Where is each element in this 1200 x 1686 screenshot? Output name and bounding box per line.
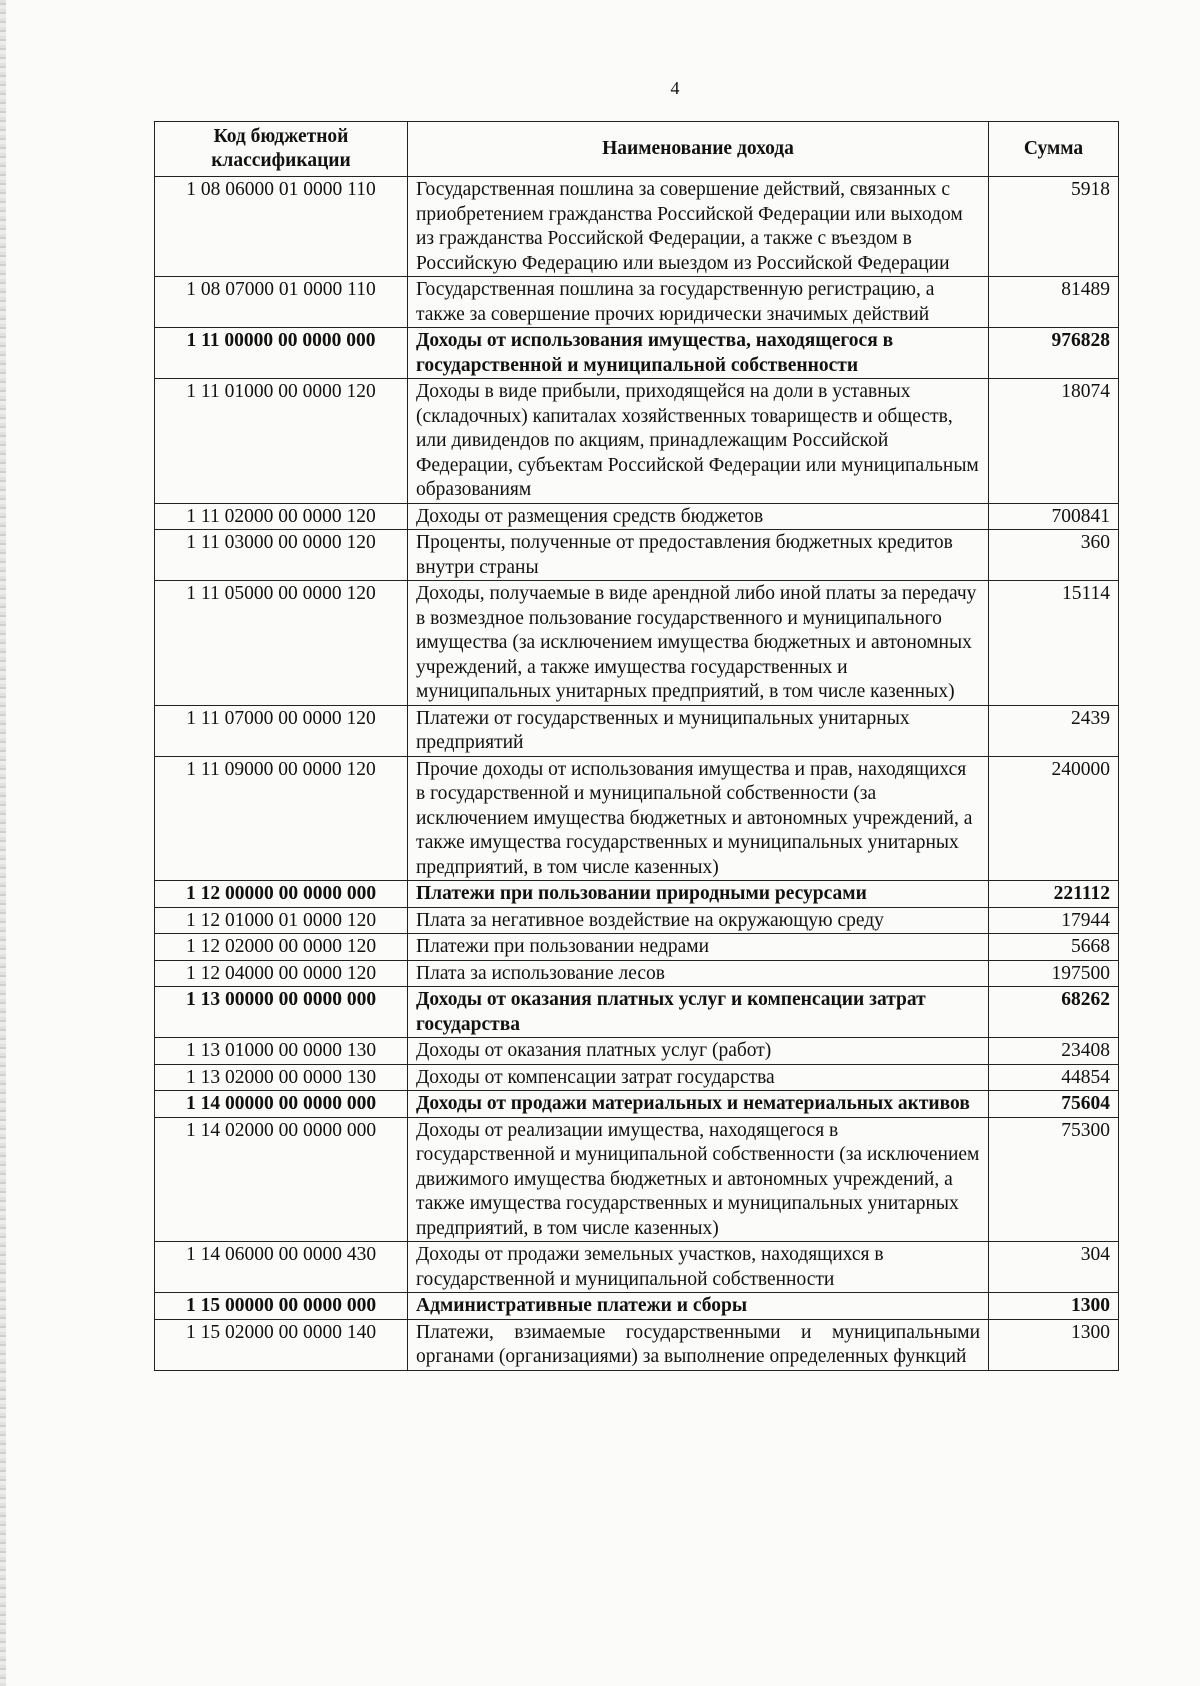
row-name: Доходы от продажи земельных участков, находящихся в государственной и муниципальной собственности bbox=[408, 1242, 989, 1293]
row-code: 1 11 01000 00 0000 120 bbox=[155, 379, 408, 504]
row-code: 1 13 02000 00 0000 130 bbox=[155, 1064, 408, 1091]
row-sum: 75604 bbox=[989, 1091, 1119, 1118]
row-code: 1 08 06000 01 0000 110 bbox=[155, 177, 408, 277]
row-sum: 44854 bbox=[989, 1064, 1119, 1091]
row-sum: 23408 bbox=[989, 1038, 1119, 1065]
row-name: Доходы от оказания платных услуг (работ) bbox=[408, 1038, 989, 1065]
row-name: Доходы в виде прибыли, приходящейся на доли в уставных (складочных) капиталах хозяйственных товариществ и обществ, или дивидендов по акциям, принадлежащим Российской Федерации, субъектам Российской Федерации или муниципальным образованиям bbox=[408, 379, 989, 504]
row-code: 1 15 00000 00 0000 000 bbox=[155, 1293, 408, 1320]
row-sum: 976828 bbox=[989, 328, 1119, 379]
row-sum: 2439 bbox=[989, 705, 1119, 756]
table-row bbox=[155, 1038, 1119, 1065]
row-code: 1 12 02000 00 0000 120 bbox=[155, 934, 408, 961]
row-name: Доходы, получаемые в виде арендной либо иной платы за передачу в возмездное пользование государственного и муниципального имущества (за исключением имущества бюджетных и автономных учреждений, а также имущества государственных и муниципальных унитарных предприятий, в том числе казенных) bbox=[408, 581, 989, 706]
row-sum: 360 bbox=[989, 530, 1119, 581]
row-sum: 304 bbox=[989, 1242, 1119, 1293]
row-name: Доходы от оказания платных услуг и компенсации затрат государства bbox=[408, 987, 989, 1038]
row-code: 1 13 01000 00 0000 130 bbox=[155, 1038, 408, 1065]
table-row bbox=[155, 960, 1119, 987]
row-code: 1 11 07000 00 0000 120 bbox=[155, 705, 408, 756]
row-code: 1 12 01000 01 0000 120 bbox=[155, 907, 408, 934]
table-row bbox=[155, 1319, 1119, 1370]
row-name: Платежи при пользовании природными ресурсами bbox=[408, 881, 989, 908]
row-sum: 5918 bbox=[989, 177, 1119, 277]
row-name: Доходы от компенсации затрат государства bbox=[408, 1064, 989, 1091]
row-sum: 75300 bbox=[989, 1117, 1119, 1242]
table-row bbox=[155, 503, 1119, 530]
row-name: Доходы от продажи материальных и нематериальных активов bbox=[408, 1091, 989, 1118]
table-row bbox=[155, 1064, 1119, 1091]
table-row bbox=[155, 1242, 1119, 1293]
table-header-row bbox=[155, 122, 1119, 177]
row-name: Платежи при пользовании недрами bbox=[408, 934, 989, 961]
table-row bbox=[155, 581, 1119, 706]
header-sum: Сумма bbox=[989, 122, 1119, 177]
row-sum: 68262 bbox=[989, 987, 1119, 1038]
row-name: Доходы от реализации имущества, находящегося в государственной и муниципальной собственности (за исключением движимого имущества бюджетных и автономных учреждений, а также имущества государственных и муниципальных унитарных предприятий, в том числе казенных) bbox=[408, 1117, 989, 1242]
budget-revenue-table bbox=[154, 121, 1119, 1371]
row-code: 1 15 02000 00 0000 140 bbox=[155, 1319, 408, 1370]
table-row bbox=[155, 277, 1119, 328]
row-name: Платежи от государственных и муниципальных унитарных предприятий bbox=[408, 705, 989, 756]
row-code: 1 14 02000 00 0000 000 bbox=[155, 1117, 408, 1242]
table-row-group-total bbox=[155, 881, 1119, 908]
row-name: Прочие доходы от использования имущества и прав, находящихся в государственной и муниципальной собственности (за исключением имущества бюджетных и автономных учреждений, а также имущества государственных и муниципальных унитарных предприятий, в том числе казенных) bbox=[408, 756, 989, 881]
row-code: 1 13 00000 00 0000 000 bbox=[155, 987, 408, 1038]
table-row-group-total bbox=[155, 987, 1119, 1038]
row-sum: 81489 bbox=[989, 277, 1119, 328]
table-row bbox=[155, 1117, 1119, 1242]
table-row bbox=[155, 530, 1119, 581]
row-name: Платежи, взимаемые государственными и муниципальными органами (организациями) за выполнение определенных функций bbox=[408, 1319, 989, 1370]
row-sum: 18074 bbox=[989, 379, 1119, 504]
row-sum: 1300 bbox=[989, 1293, 1119, 1320]
row-code: 1 14 06000 00 0000 430 bbox=[155, 1242, 408, 1293]
row-sum: 240000 bbox=[989, 756, 1119, 881]
row-sum: 197500 bbox=[989, 960, 1119, 987]
table-row bbox=[155, 756, 1119, 881]
row-code: 1 12 00000 00 0000 000 bbox=[155, 881, 408, 908]
row-sum: 15114 bbox=[989, 581, 1119, 706]
table-row bbox=[155, 705, 1119, 756]
row-code: 1 11 09000 00 0000 120 bbox=[155, 756, 408, 881]
row-code: 1 08 07000 01 0000 110 bbox=[155, 277, 408, 328]
row-code: 1 12 04000 00 0000 120 bbox=[155, 960, 408, 987]
table-row bbox=[155, 177, 1119, 277]
row-sum: 17944 bbox=[989, 907, 1119, 934]
row-name: Плата за негативное воздействие на окружающую среду bbox=[408, 907, 989, 934]
page-number: 4 bbox=[670, 78, 680, 98]
row-sum: 221112 bbox=[989, 881, 1119, 908]
scan-edge bbox=[0, 0, 6, 1686]
table-row bbox=[155, 379, 1119, 504]
row-code: 1 11 03000 00 0000 120 bbox=[155, 530, 408, 581]
row-name: Административные платежи и сборы bbox=[408, 1293, 989, 1320]
row-sum: 700841 bbox=[989, 503, 1119, 530]
row-name: Доходы от размещения средств бюджетов bbox=[408, 503, 989, 530]
table-row bbox=[155, 907, 1119, 934]
table-row-group-total bbox=[155, 1091, 1119, 1118]
row-sum: 5668 bbox=[989, 934, 1119, 961]
row-sum: 1300 bbox=[989, 1319, 1119, 1370]
row-name: Плата за использование лесов bbox=[408, 960, 989, 987]
row-code: 1 11 00000 00 0000 000 bbox=[155, 328, 408, 379]
header-name: Наименование дохода bbox=[408, 122, 989, 177]
row-name: Доходы от использования имущества, находящегося в государственной и муниципальной собственности bbox=[408, 328, 989, 379]
table-row-group-total bbox=[155, 1293, 1119, 1320]
row-name: Проценты, полученные от предоставления бюджетных кредитов внутри страны bbox=[408, 530, 989, 581]
table-row bbox=[155, 934, 1119, 961]
table-row-group-total bbox=[155, 328, 1119, 379]
header-code: Код бюджетной классификации bbox=[155, 122, 408, 177]
row-code: 1 11 02000 00 0000 120 bbox=[155, 503, 408, 530]
row-name: Государственная пошлина за государственную регистрацию, а также за совершение прочих юридически значимых действий bbox=[408, 277, 989, 328]
row-code: 1 14 00000 00 0000 000 bbox=[155, 1091, 408, 1118]
row-code: 1 11 05000 00 0000 120 bbox=[155, 581, 408, 706]
row-name: Государственная пошлина за совершение действий, связанных с приобретением гражданства Российской Федерации или выходом из гражданства Российской Федерации, а также с въездом в Российскую Федерацию или выездом из Российской Федерации bbox=[408, 177, 989, 277]
